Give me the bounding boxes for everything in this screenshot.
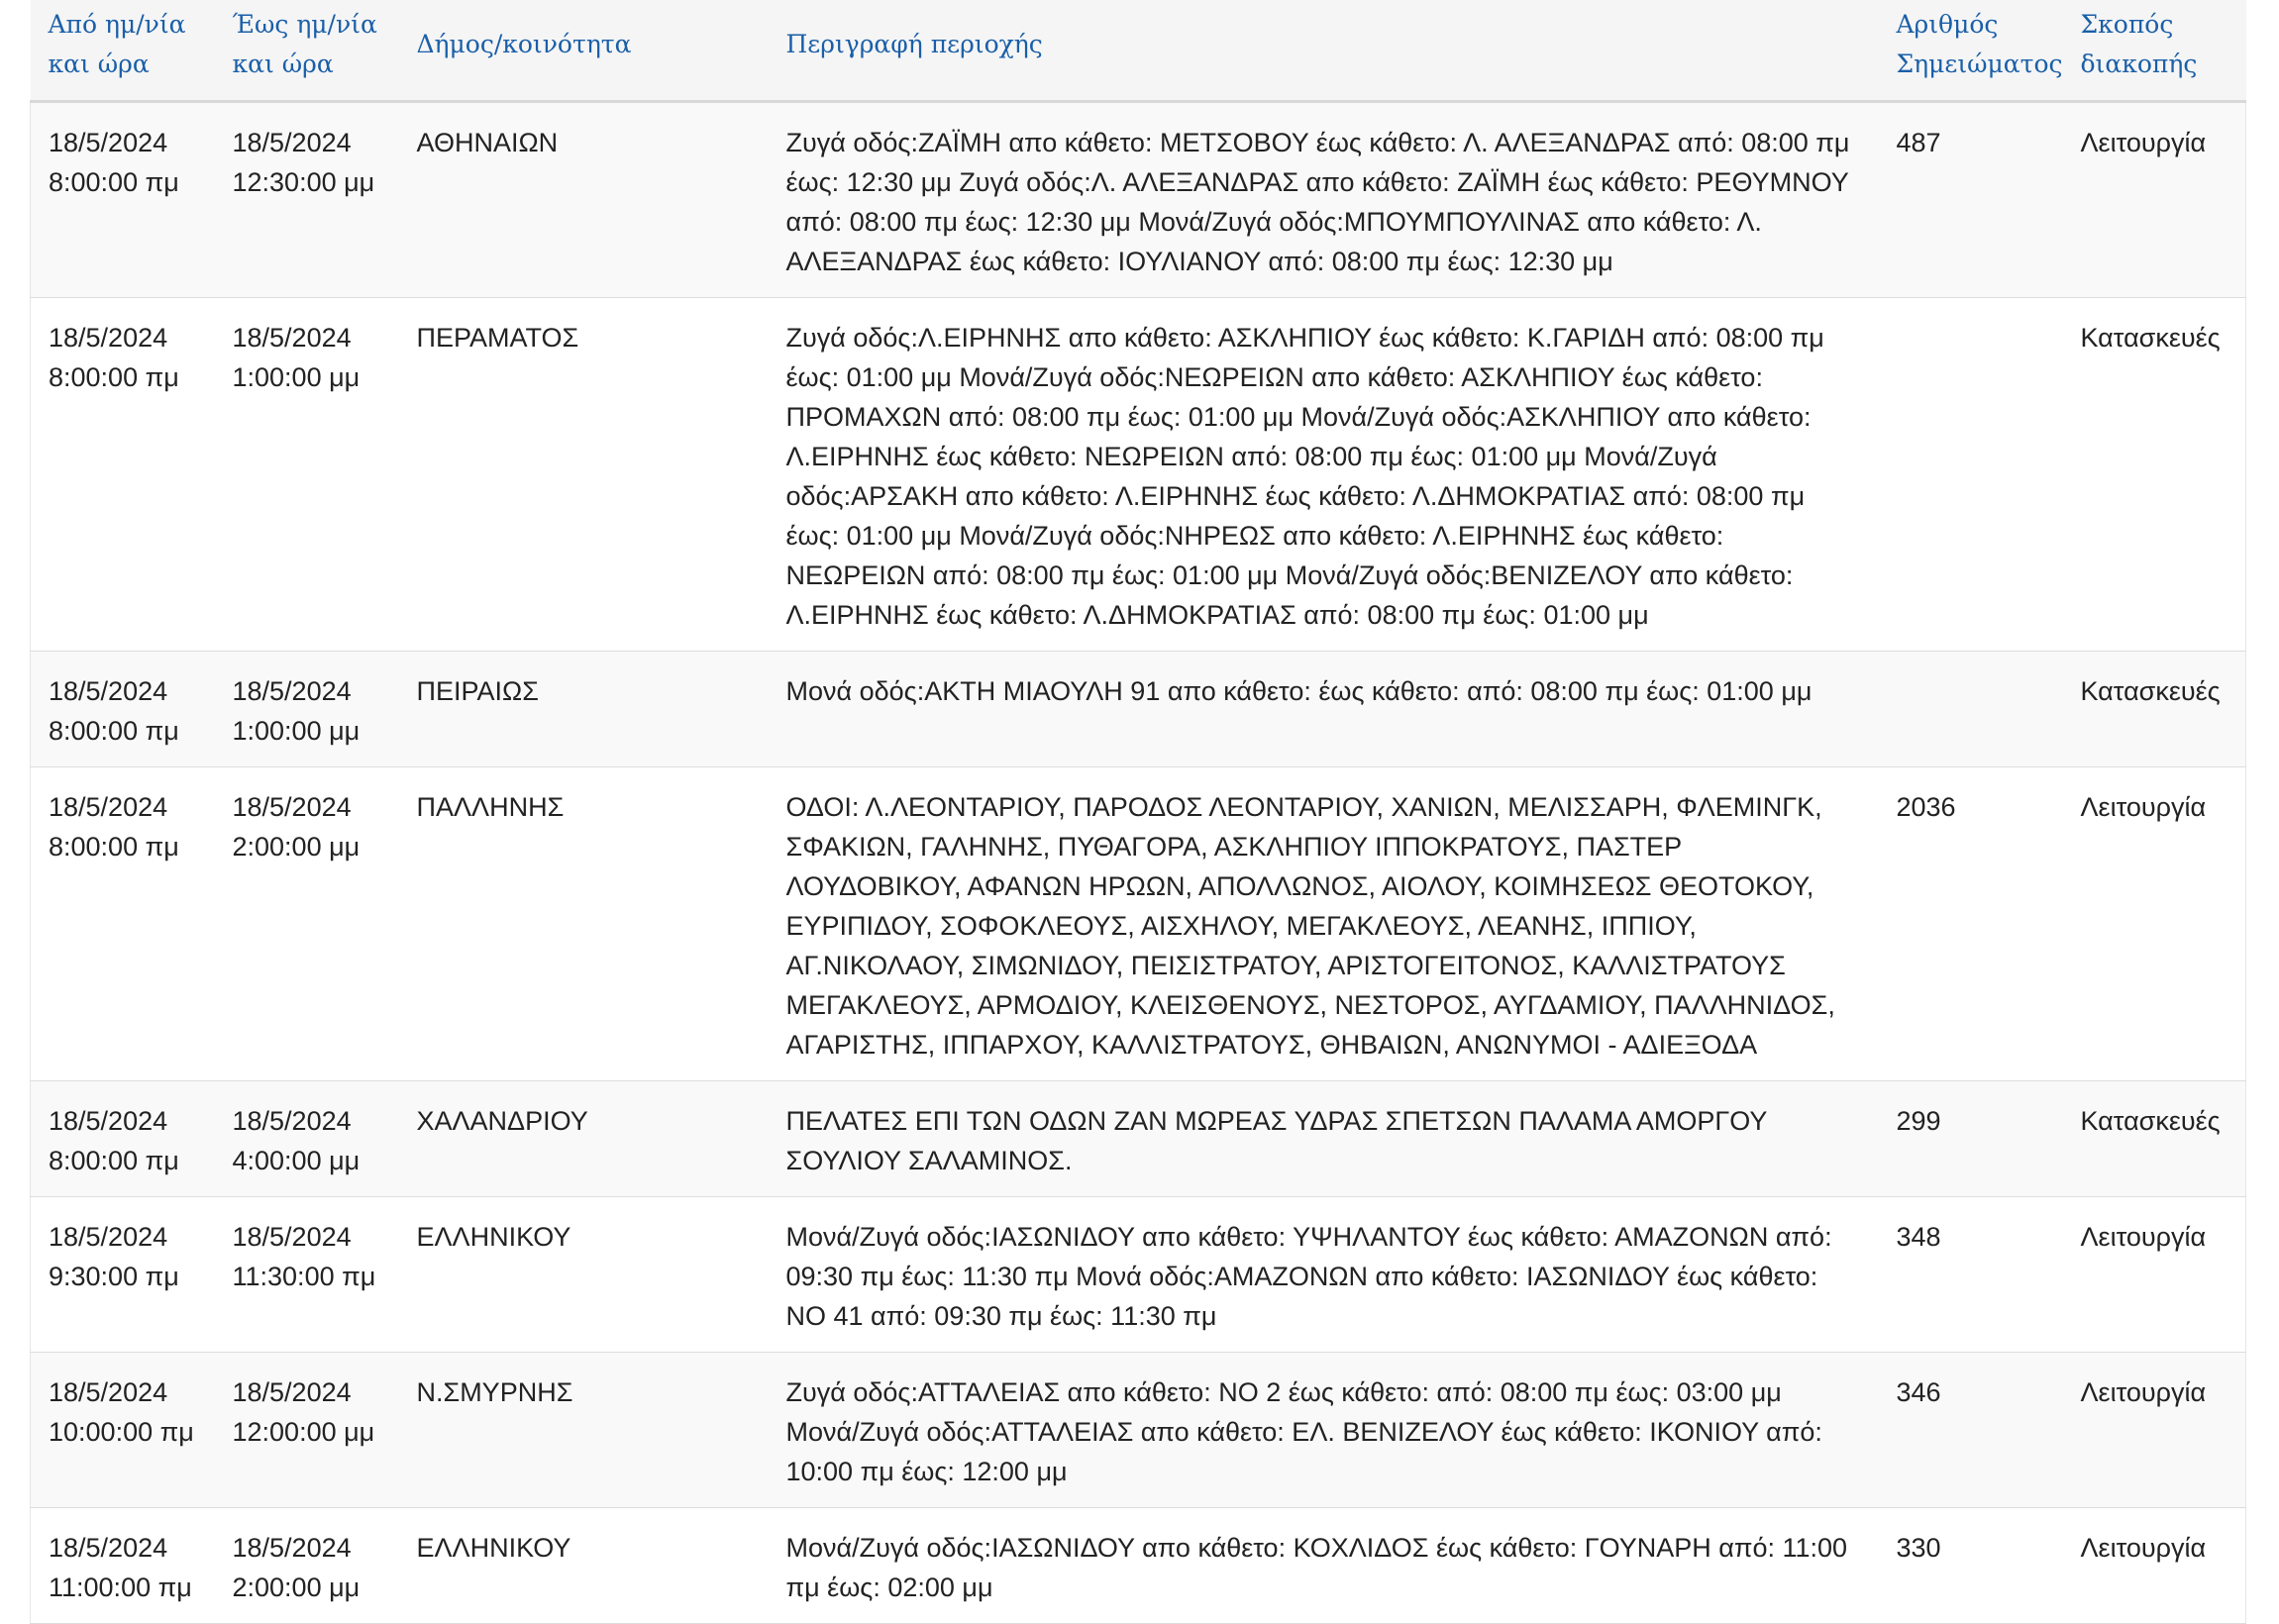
table-row [31, 298, 2246, 652]
table-row [31, 102, 2246, 298]
cell-description: Ζυγά οδός:ΑΤΤΑΛΕΙΑΣ απο κάθετο: ΝΟ 2 έως κάθετο: από: 08:00 πμ έως: 03:00 μμ Μονά/Ζυγά οδός:ΑΤΤΑΛΕΙΑΣ απο κάθετο: ΕΛ. ΒΕΝΙΖΕΛΟΥ έως κάθετο: ΙΚΟΝΙΟΥ από: 10:00 πμ έως: 12:00 μμ [769, 1353, 1879, 1508]
from-date: 18/5/2024 [49, 676, 168, 706]
cell-from [31, 1508, 215, 1624]
cell-municipality: ΑΘΗΝΑΙΩΝ [399, 102, 769, 298]
from-time: 8:00:00 πμ [49, 716, 179, 746]
cell-purpose: Κατασκευές [2063, 652, 2246, 767]
to-date: 18/5/2024 [232, 1377, 352, 1407]
cell-description: Μονά/Ζυγά οδός:ΙΑΣΩΝΙΔΟΥ απο κάθετο: ΥΨΗΛΑΝΤΟΥ έως κάθετο: ΑΜΑΖΟΝΩΝ από: 09:30 πμ έως: 11:30 πμ Μονά οδός:ΑΜΑΖΟΝΩΝ απο κάθετο: ΙΑΣΩΝΙΔΟΥ έως κάθετο: ΝΟ 41 από: 09:30 πμ έως: 11:30 πμ [769, 1197, 1879, 1353]
header-description[interactable]: Περιγραφή περιοχής [769, 0, 1879, 102]
to-date: 18/5/2024 [232, 128, 352, 157]
to-date: 18/5/2024 [232, 792, 352, 822]
table-row [31, 1197, 2246, 1353]
header-purpose[interactable]: Σκοπός διακοπής [2063, 0, 2246, 102]
cell-municipality: ΧΑΛΑΝΔΡΙΟΥ [399, 1081, 769, 1197]
cell-description: Ζυγά οδός:Λ.ΕΙΡΗΝΗΣ απο κάθετο: ΑΣΚΛΗΠΙΟΥ έως κάθετο: Κ.ΓΑΡΙΔΗ από: 08:00 πμ έως: 01:00 μμ Μονά/Ζυγά οδός:ΝΕΩΡΕΙΩΝ απο κάθετο: ΑΣΚΛΗΠΙΟΥ έως κάθετο: ΠΡΟΜΑΧΩΝ από: 08:00 πμ έως: 01:00 μμ Μονά/Ζυγά οδός:ΑΣΚΛΗΠΙΟΥ απο κάθετο: Λ.ΕΙΡΗΝΗΣ έως κάθετο: ΝΕΩΡΕΙΩΝ από: 08:00 πμ έως: 01:00 μμ Μονά/Ζυγά οδός:ΑΡΣΑΚΗ απο κάθετο: Λ.ΕΙΡΗΝΗΣ έως κάθετο: Λ.ΔΗΜΟΚΡΑΤΙΑΣ από: 08:00 πμ έως: 01:00 μμ Μονά/Ζυγά οδός:ΝΗΡΕΩΣ απο κάθετο: Λ.ΕΙΡΗΝΗΣ έως κάθετο: ΝΕΩΡΕΙΩΝ από: 08:00 πμ έως: 01:00 μμ Μονά/Ζυγά οδός:ΒΕΝΙΖΕΛΟΥ απο κάθετο: Λ.ΕΙΡΗΝΗΣ έως κάθετο: Λ.ΔΗΜΟΚΡΑΤΙΑΣ από: 08:00 πμ έως: 01:00 μμ [769, 298, 1879, 652]
from-date: 18/5/2024 [49, 1377, 168, 1407]
cell-purpose: Λειτουργία [2063, 1508, 2246, 1624]
to-time: 11:30:00 πμ [232, 1262, 376, 1291]
from-time: 8:00:00 πμ [49, 1146, 179, 1175]
from-time: 10:00:00 πμ [49, 1417, 194, 1447]
to-date: 18/5/2024 [232, 1533, 352, 1563]
outages-table [30, 0, 2246, 1624]
cell-note-number: 2036 [1879, 767, 2063, 1081]
cell-description: Μονά οδός:ΑΚΤΗ ΜΙΑΟΥΛΗ 91 απο κάθετο: έως κάθετο: από: 08:00 πμ έως: 01:00 μμ [769, 652, 1879, 767]
to-time: 1:00:00 μμ [232, 716, 361, 746]
cell-to [215, 298, 399, 652]
from-date: 18/5/2024 [49, 1222, 168, 1252]
cell-from [31, 767, 215, 1081]
cell-note-number: 487 [1879, 102, 2063, 298]
header-to[interactable]: Έως ημ/νία και ώρα [215, 0, 399, 102]
to-time: 4:00:00 μμ [232, 1146, 361, 1175]
cell-purpose: Λειτουργία [2063, 1197, 2246, 1353]
to-date: 18/5/2024 [232, 676, 352, 706]
header-municipality[interactable]: Δήμος/κοινότητα [399, 0, 769, 102]
to-time: 2:00:00 μμ [232, 1573, 361, 1602]
to-date: 18/5/2024 [232, 323, 352, 353]
from-date: 18/5/2024 [49, 323, 168, 353]
cell-note-number [1879, 652, 2063, 767]
from-date: 18/5/2024 [49, 1533, 168, 1563]
cell-purpose: Λειτουργία [2063, 1353, 2246, 1508]
cell-from [31, 1197, 215, 1353]
cell-purpose: Κατασκευές [2063, 1081, 2246, 1197]
cell-description: Ζυγά οδός:ΖΑΪΜΗ απο κάθετο: ΜΕΤΣΟΒΟΥ έως κάθετο: Λ. ΑΛΕΞΑΝΔΡΑΣ από: 08:00 πμ έως: 12:30 μμ Ζυγά οδός:Λ. ΑΛΕΞΑΝΔΡΑΣ απο κάθετο: ΖΑΪΜΗ έως κάθετο: ΡΕΘΥΜΝΟΥ από: 08:00 πμ έως: 12:30 μμ Μονά/Ζυγά οδός:ΜΠΟΥΜΠΟΥΛΙΝΑΣ απο κάθετο: Λ. ΑΛΕΞΑΝΔΡΑΣ έως κάθετο: ΙΟΥΛΙΑΝΟΥ από: 08:00 πμ έως: 12:30 μμ [769, 102, 1879, 298]
cell-purpose: Κατασκευές [2063, 298, 2246, 652]
from-date: 18/5/2024 [49, 128, 168, 157]
cell-note-number: 346 [1879, 1353, 2063, 1508]
to-time: 2:00:00 μμ [232, 832, 361, 862]
cell-from [31, 102, 215, 298]
to-date: 18/5/2024 [232, 1106, 352, 1136]
cell-note-number: 299 [1879, 1081, 2063, 1197]
cell-municipality: ΠΕΡΑΜΑΤΟΣ [399, 298, 769, 652]
cell-to [215, 767, 399, 1081]
header-row [31, 0, 2246, 102]
cell-municipality: ΕΛΛΗΝΙΚΟΥ [399, 1508, 769, 1624]
cell-description: Μονά/Ζυγά οδός:ΙΑΣΩΝΙΔΟΥ απο κάθετο: ΚΟΧΛΙΔΟΣ έως κάθετο: ΓΟΥΝΑΡΗ από: 11:00 πμ έως: 02:00 μμ [769, 1508, 1879, 1624]
from-time: 8:00:00 πμ [49, 832, 179, 862]
cell-from [31, 652, 215, 767]
cell-to [215, 1081, 399, 1197]
cell-purpose: Λειτουργία [2063, 102, 2246, 298]
table-header [31, 0, 2246, 102]
cell-municipality: Ν.ΣΜΥΡΝΗΣ [399, 1353, 769, 1508]
from-time: 9:30:00 πμ [49, 1262, 179, 1291]
cell-note-number: 330 [1879, 1508, 2063, 1624]
from-time: 8:00:00 πμ [49, 362, 179, 392]
outages-table-container [30, 0, 2245, 1624]
from-time: 11:00:00 πμ [49, 1573, 192, 1602]
to-time: 12:30:00 μμ [232, 167, 375, 197]
cell-to [215, 1353, 399, 1508]
header-from[interactable]: Από ημ/νία και ώρα [31, 0, 215, 102]
cell-from [31, 298, 215, 652]
header-note-number[interactable]: Αριθμός Σημειώματος [1879, 0, 2063, 102]
cell-to [215, 652, 399, 767]
to-time: 12:00:00 μμ [232, 1417, 375, 1447]
cell-note-number [1879, 298, 2063, 652]
cell-municipality: ΠΑΛΛΗΝΗΣ [399, 767, 769, 1081]
table-row [31, 767, 2246, 1081]
cell-note-number: 348 [1879, 1197, 2063, 1353]
cell-municipality: ΕΛΛΗΝΙΚΟΥ [399, 1197, 769, 1353]
to-time: 1:00:00 μμ [232, 362, 361, 392]
cell-to [215, 102, 399, 298]
cell-purpose: Λειτουργία [2063, 767, 2246, 1081]
cell-to [215, 1508, 399, 1624]
table-row [31, 652, 2246, 767]
table-body [31, 102, 2246, 1624]
cell-description: ΠΕΛΑΤΕΣ ΕΠΙ ΤΩΝ ΟΔΩΝ ΖΑΝ ΜΩΡΕΑΣ ΥΔΡΑΣ ΣΠΕΤΣΩΝ ΠΑΛΑΜΑ ΑΜΟΡΓΟΥ ΣΟΥΛΙΟΥ ΣΑΛΑΜΙΝΟΣ. [769, 1081, 1879, 1197]
cell-from [31, 1081, 215, 1197]
to-date: 18/5/2024 [232, 1222, 352, 1252]
cell-description: ΟΔΟΙ: Λ.ΛΕΟΝΤΑΡΙΟΥ, ΠΑΡΟΔΟΣ ΛΕΟΝΤΑΡΙΟΥ, ΧΑΝΙΩΝ, ΜΕΛΙΣΣΑΡΗ, ΦΛΕΜΙΝΓΚ, ΣΦΑΚΙΩΝ, ΓΑΛΗΝΗΣ, ΠΥΘΑΓΟΡΑ, ΑΣΚΛΗΠΙΟΥ ΙΠΠΟΚΡΑΤΟΥΣ, ΠΑΣΤΕΡ ΛΟΥΔΟΒΙΚΟΥ, ΑΦΑΝΩΝ ΗΡΩΩΝ, ΑΠΟΛΛΩΝΟΣ, ΑΙΟΛΟΥ, ΚΟΙΜΗΣΕΩΣ ΘΕΟΤΟΚΟΥ, ΕΥΡΙΠΙΔΟΥ, ΣΟΦΟΚΛΕΟΥΣ, ΑΙΣΧΗΛΟΥ, ΜΕΓΑΚΛΕΟΥΣ, ΛΕΑΝΗΣ, ΙΠΠΙΟΥ, ΑΓ.ΝΙΚΟΛΑΟΥ, ΣΙΜΩΝΙΔΟΥ, ΠΕΙΣΙΣΤΡΑΤΟΥ, ΑΡΙΣΤΟΓΕΙΤΟΝΟΣ, ΚΑΛΛΙΣΤΡΑΤΟΥΣ ΜΕΓΑΚΛΕΟΥΣ, ΑΡΜΟΔΙΟΥ, ΚΛΕΙΣΘΕΝΟΥΣ, ΝΕΣΤΟΡΟΣ, ΑΥΓΔΑΜΙΟΥ, ΠΑΛΛΗΝΙΔΟΣ, ΑΓΑΡΙΣΤΗΣ, ΙΠΠΑΡΧΟΥ, ΚΑΛΛΙΣΤΡΑΤΟΥΣ, ΘΗΒΑΙΩΝ, ΑΝΩΝΥΜΟΙ - ΑΔΙΕΞΟΔΑ [769, 767, 1879, 1081]
from-date: 18/5/2024 [49, 792, 168, 822]
table-row [31, 1508, 2246, 1624]
cell-municipality: ΠΕΙΡΑΙΩΣ [399, 652, 769, 767]
cell-from [31, 1353, 215, 1508]
from-time: 8:00:00 πμ [49, 167, 179, 197]
table-row [31, 1353, 2246, 1508]
from-date: 18/5/2024 [49, 1106, 168, 1136]
cell-to [215, 1197, 399, 1353]
table-row [31, 1081, 2246, 1197]
